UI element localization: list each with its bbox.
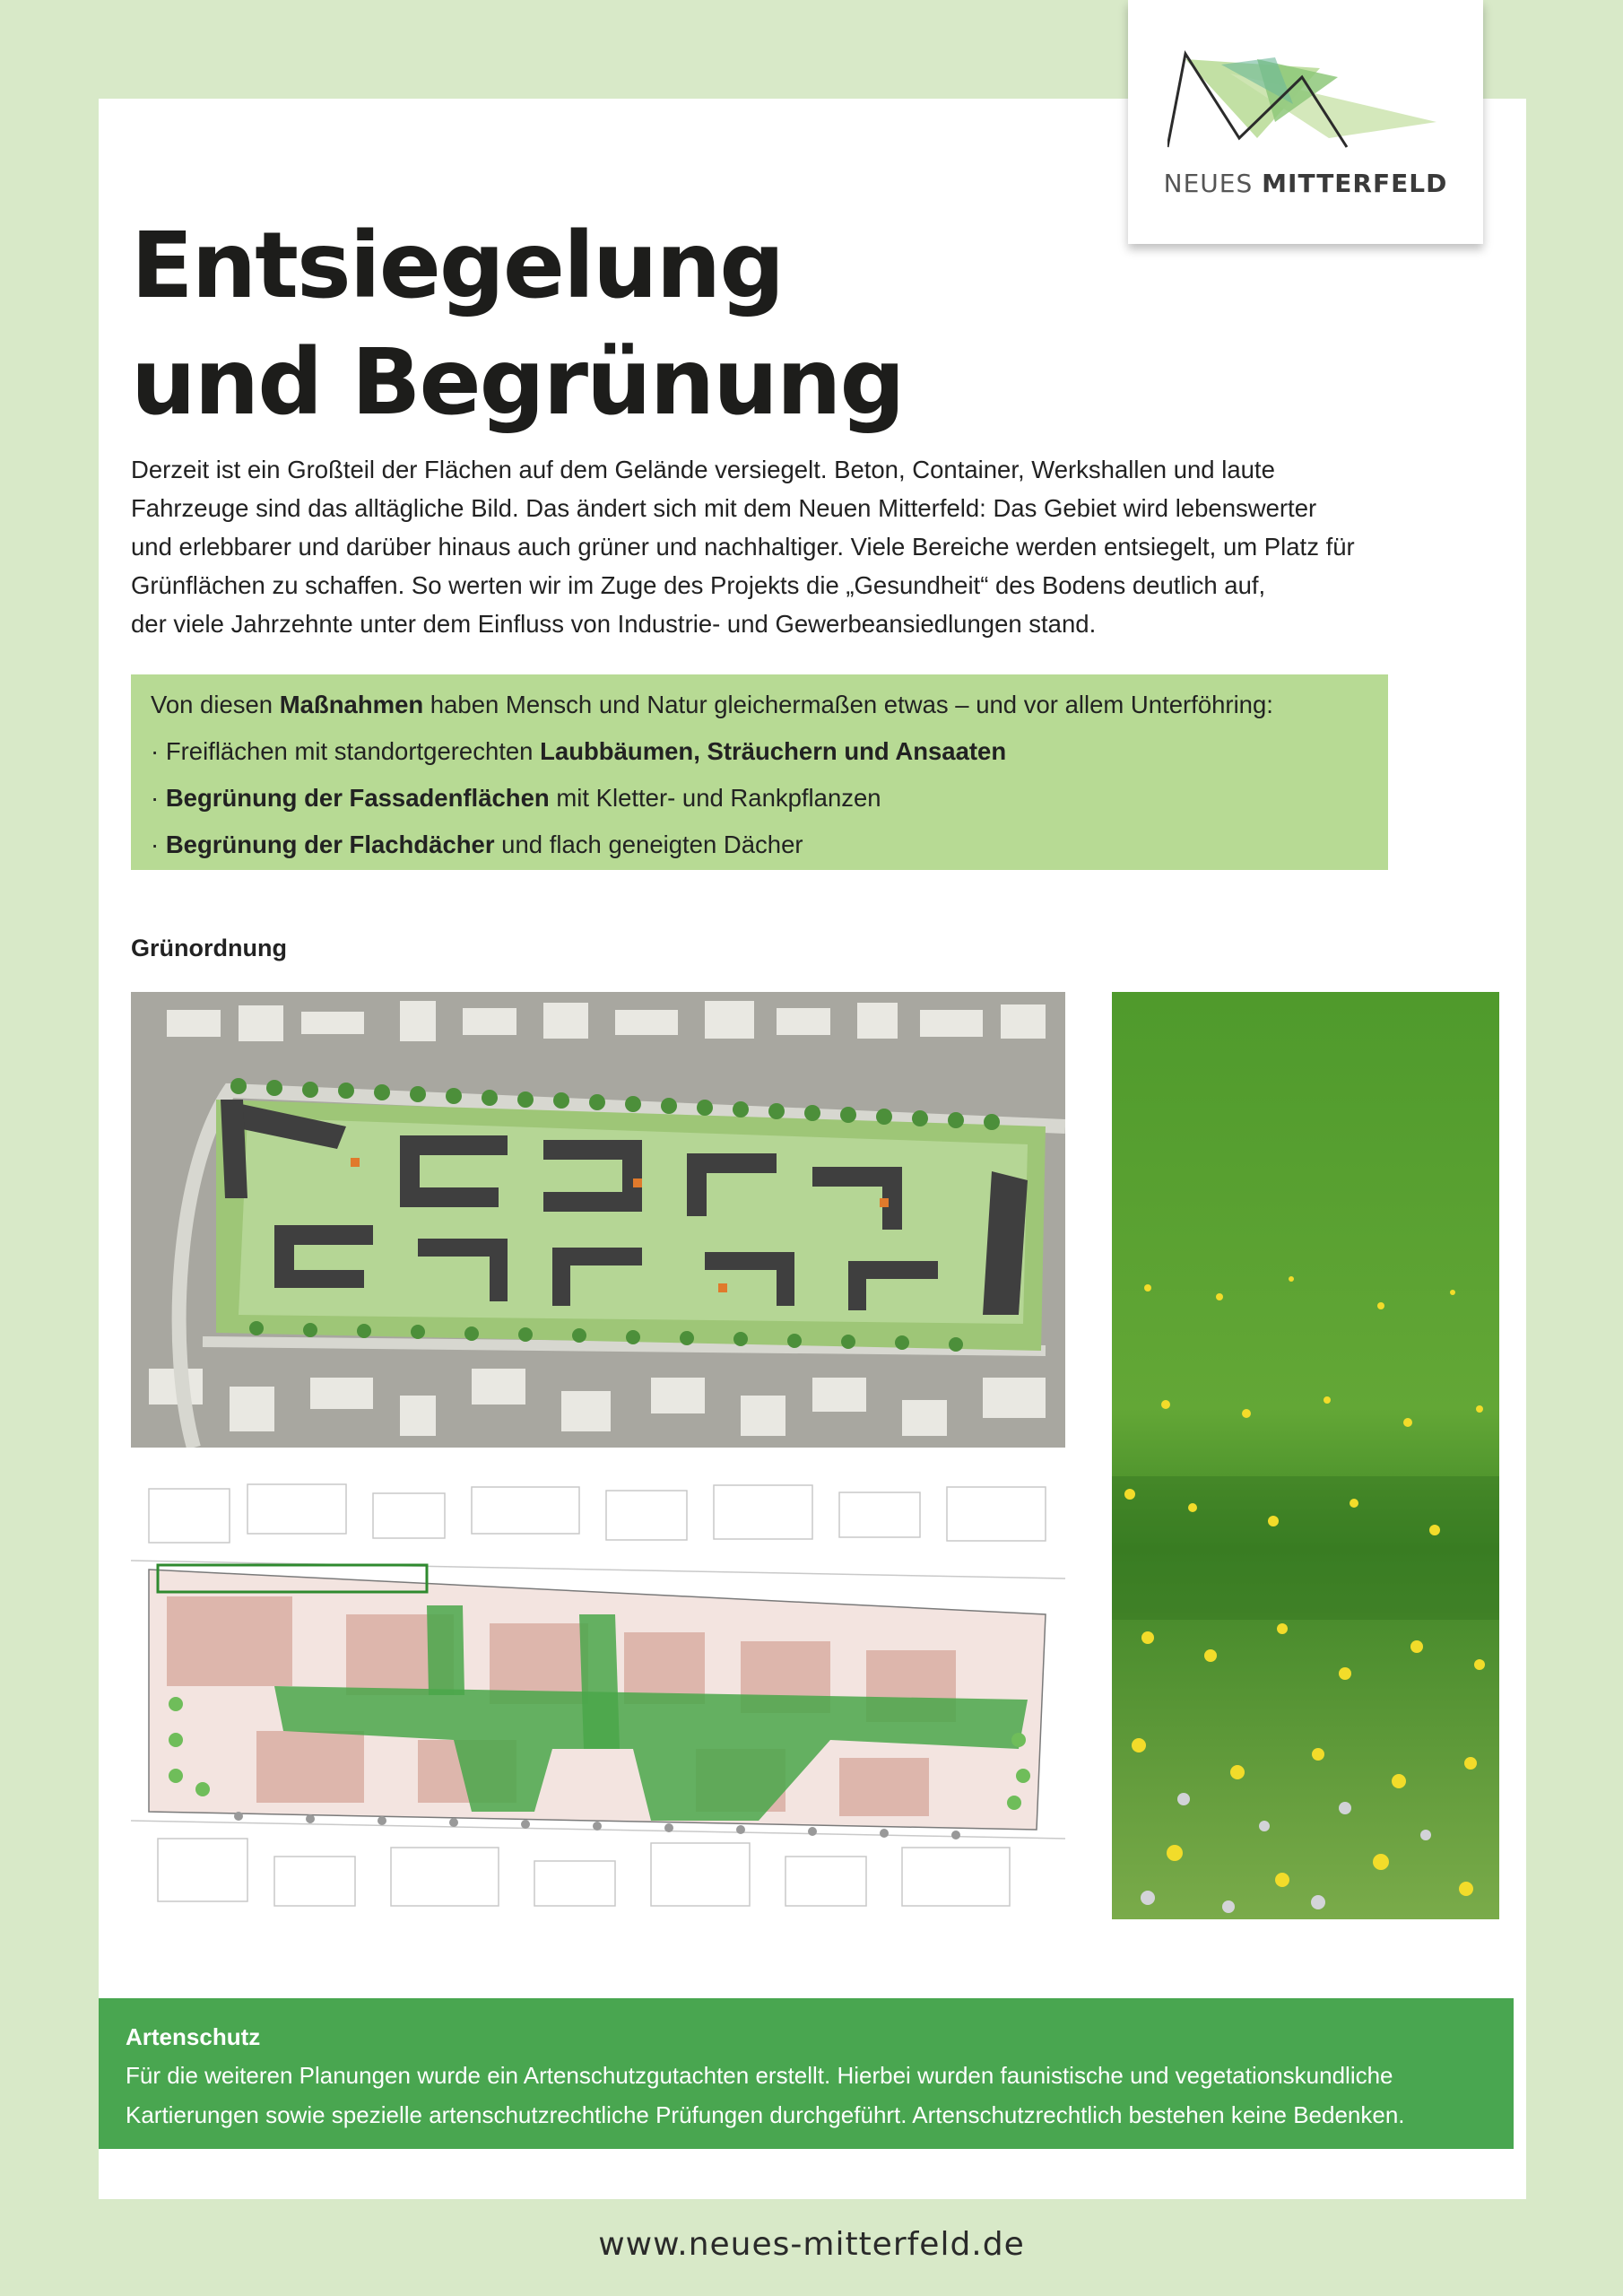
species-protection-box	[99, 1998, 1514, 2149]
section-label-gruenordnung: Grünordnung	[131, 935, 287, 961]
measures-item-post: und flach geneigten Dächer	[494, 831, 803, 858]
logo-word-light: NEUES	[1163, 169, 1254, 198]
species-line: Für die weiteren Planungen wurde ein Artenschutzgutachten erstellt. Hierbei wurden faunistische und vegetationskundliche	[126, 2062, 1393, 2089]
page-title	[131, 208, 903, 441]
measures-item	[151, 728, 1368, 775]
bullet: ·	[151, 831, 166, 858]
measures-item-bold: Laubbäumen, Sträuchern und Ansaaten	[540, 737, 1007, 765]
measures-item-post: mit Kletter- und Rankpflanzen	[549, 784, 881, 812]
measures-intro-post: haben Mensch und Natur gleichermaßen etwas – und vor allem Unterföhring:	[423, 691, 1273, 718]
measures-item-bold: Begrünung der Flachdächer	[165, 831, 495, 858]
intro-line: Derzeit ist ein Großteil der Flächen auf dem Gelände versiegelt. Beton, Container, Werkshallen und laute	[131, 456, 1275, 483]
species-heading: Artenschutz	[126, 2023, 261, 2050]
intro-paragraph	[131, 450, 1494, 643]
logo-wordmark	[1128, 169, 1483, 198]
bullet: ·	[151, 784, 166, 812]
measures-intro	[151, 682, 1368, 728]
title-line-1: Entsiegelung	[131, 213, 784, 319]
aerial-site-plan-image	[131, 992, 1065, 1448]
measures-item	[151, 775, 1368, 822]
meadow-photo-image	[1112, 992, 1499, 1919]
measures-intro-bold: Maßnahmen	[279, 691, 424, 718]
intro-line: Fahrzeuge sind das alltägliche Bild. Das ändert sich mit dem Neuen Mitterfeld: Das Gebiet wird lebenswerter	[131, 494, 1317, 522]
logo-word-bold: MITTERFELD	[1262, 169, 1448, 198]
intro-line: und erlebbarer und darüber hinaus auch grüner und nachhaltiger. Viele Bereiche werden entsiegelt, um Platz für	[131, 533, 1355, 561]
title-line-2: und Begrünung	[131, 329, 904, 436]
intro-line: Grünflächen zu schaffen. So werten wir im Zuge des Projekts die „Gesundheit“ des Bodens deutlich auf,	[131, 571, 1266, 599]
measures-item-bold: Begrünung der Fassadenflächen	[165, 784, 550, 812]
green-planning-drawing-image	[131, 1480, 1065, 1919]
species-line: Kartierungen sowie spezielle artenschutzrechtliche Prüfungen durchgeführt. Artenschutzrechtlich bestehen keine Bedenken.	[126, 2101, 1405, 2128]
logo-mountain-icon	[1167, 41, 1445, 158]
measures-box	[131, 674, 1388, 870]
measures-item	[151, 822, 1368, 868]
measures-intro-pre: Von diesen	[151, 691, 280, 718]
logo-card	[1128, 0, 1483, 244]
species-text	[126, 2056, 1487, 2135]
bullet: ·	[151, 737, 166, 765]
measures-item-pre: Freiflächen mit standortgerechten	[165, 737, 541, 765]
website-url[interactable]: www.neues-mitterfeld.de	[598, 2226, 1025, 2263]
intro-line: der viele Jahrzehnte unter dem Einfluss von Industrie- und Gewerbeansiedlungen stand.	[131, 610, 1097, 638]
